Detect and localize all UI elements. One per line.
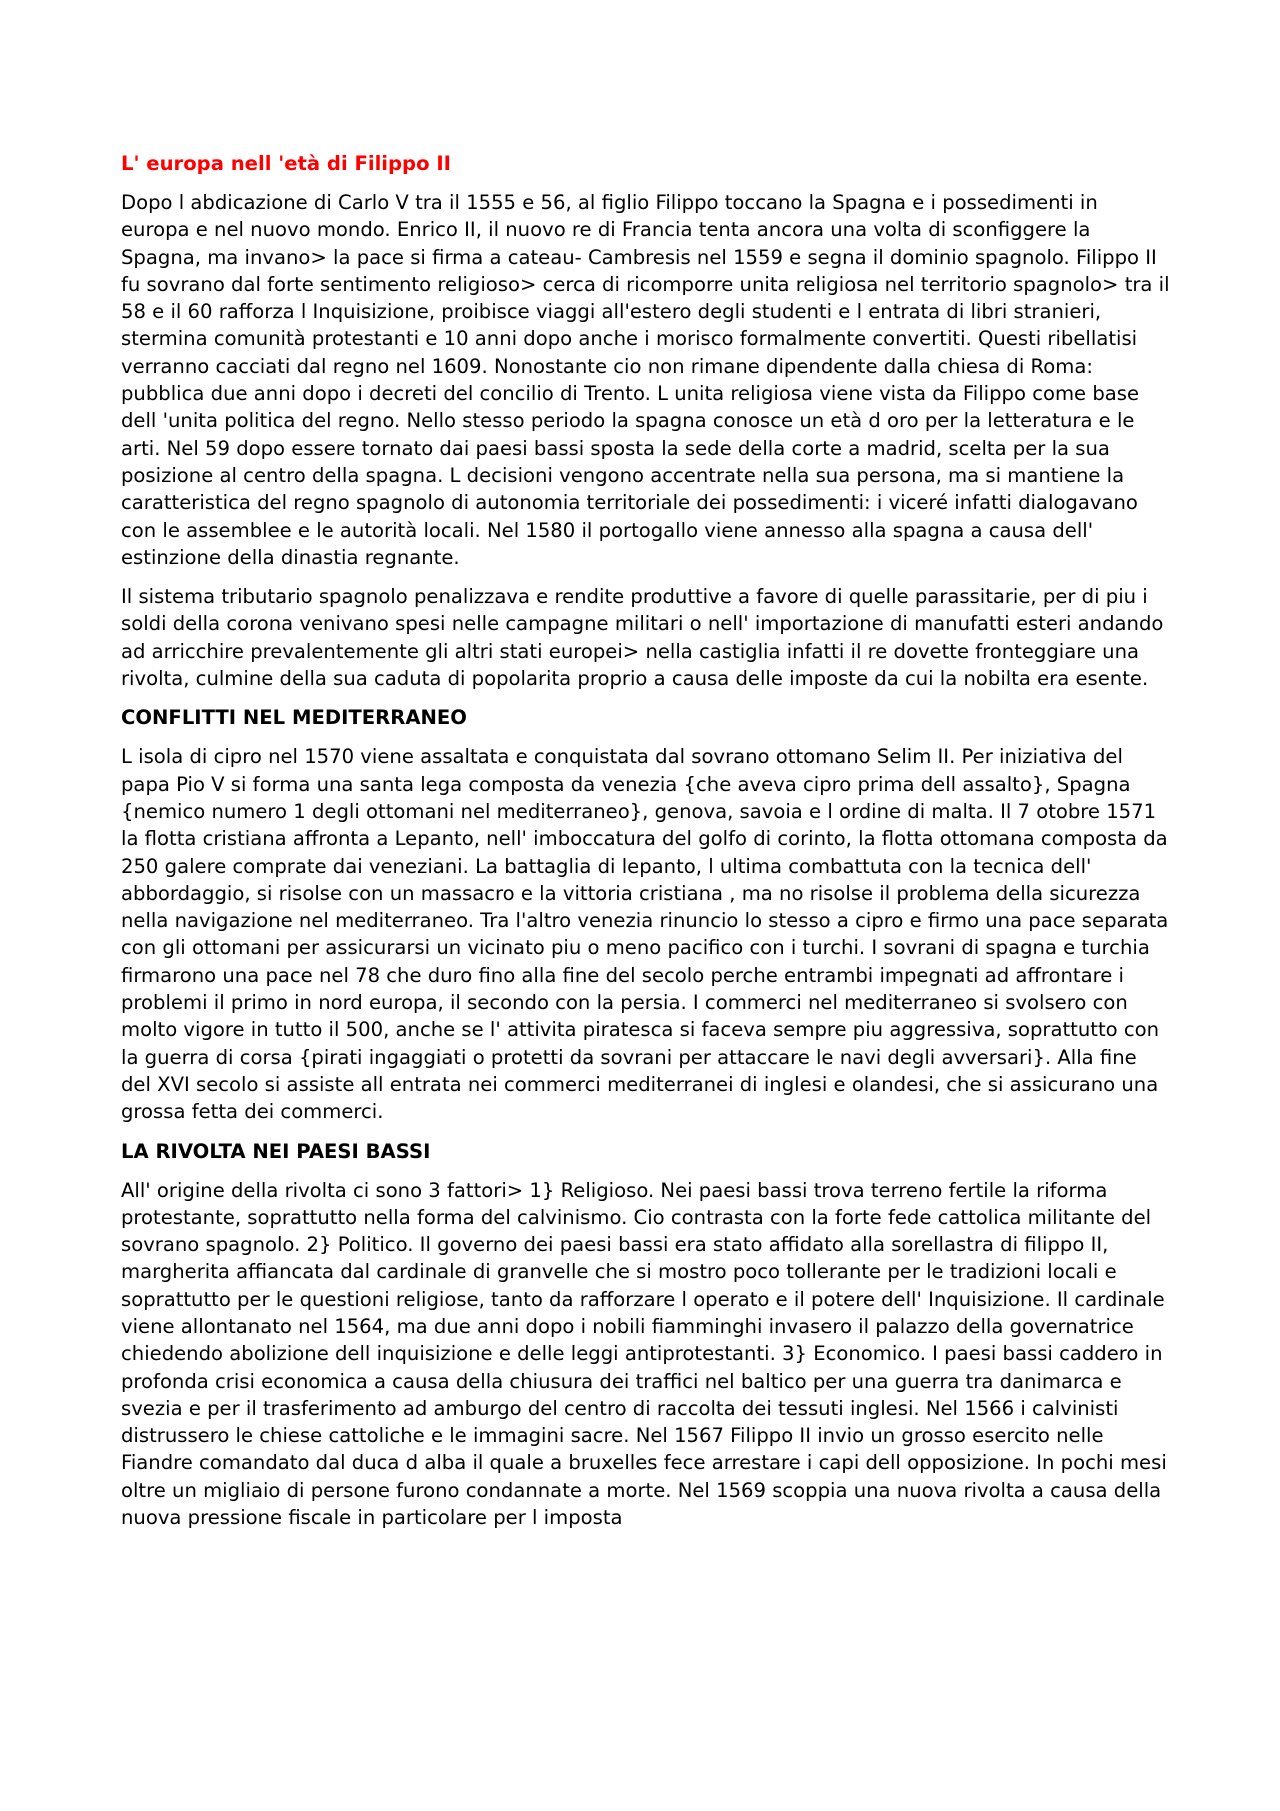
paragraph-rivolta: All' origine della rivolta ci sono 3 fattori> 1} Religioso. Nei paesi bassi trova terreno fertile la riforma protestante, soprattutto nella forma del calvinismo. Cio contrasta con la forte fede cattolica militante del sovrano spagnolo. 2} Politico. Il governo dei paesi bassi era stato affidato alla sorellastra di filippo II, margherita affiancata dal cardinale di granvelle che si mostro poco tollerante per le tradizioni locali e soprattutto per le questioni religiose, tanto da rafforzare l operato e il potere dell' Inquisizione. Il cardinale viene allontanato nel 1564, ma due anni dopo i nobili fiamminghi invasero il palazzo della governatrice chiedendo abolizione dell inquisizione e delle leggi antiprotestanti. 3} Economico. I paesi bassi caddero in profonda crisi economica a causa della chiusura dei traffici nel baltico per una guerra tra danimarca e svezia e per il trasferimento ad amburgo del centro di raccolta dei tessuti inglesi. Nel 1566 i calvinisti distrussero le chiese cattoliche e le immagini sacre. Nel 1567 Filippo II invio un grosso esercito nelle Fiandre comandato dal duca d alba il quale a bruxelles fece arrestare i capi dell opposizione. In pochi mesi oltre un migliaio di persone furono condannate a morte. Nel 1569 scoppia una nuova rivolta a causa della nuova pressione fiscale in particolare per l imposta	[121, 1178, 1167, 1530]
paragraph-abdicazione: Dopo l abdicazione di Carlo V tra il 1555 e 56, al figlio Filippo toccano la Spagna e i possedimenti in europa e nel nuovo mondo. Enrico II, il nuovo re di Francia tenta ancora una volta di sconfiggere la Spagna, ma invano> la pace si firma a cateau- Cambresis nel 1559 e segna il dominio spagnolo. Filippo II fu sovrano dal forte sentimento religioso> cerca di ricomporre unita religiosa nel territorio spagnolo> tra il 58 e il 60 rafforza l Inquisizione, proibisce viaggi all'estero degli studenti e l entrata di libri stranieri, stermina comunità protestanti e 10 anni dopo anche i morisco formalmente convertiti. Questi ribellatisi verranno cacciati dal regno nel 1609. Nonostante cio non rimane dipendente dalla chiesa di Roma: pubblica due anni dopo i decreti del concilio di Trento. L unita religiosa viene vista da Filippo come base dell 'unita politica del regno. Nello stesso periodo la spagna conosce un età d oro per la letteratura e le arti. Nel 59 dopo essere tornato dai paesi bassi sposta la sede della corte a madrid, scelta per la sua posizione al centro della spagna. L decisioni vengono accentrate nella sua persona, ma si mantiene la caratteristica del regno spagnolo di autonomia territoriale dei possedimenti: i viceré infatti dialogavano con le assemblee e le autorità locali. Nel 1580 il portogallo viene annesso alla spagna a causa dell' estinzione della dinastia regnante.	[121, 191, 1170, 569]
section-heading-conflitti: CONFLITTI NEL MEDITERRANEO	[121, 706, 467, 730]
document-page	[121, 150, 1171, 1543]
paragraph-sistema-tributario: Il sistema tributario spagnolo penalizzava e rendite produttive a favore di quelle parassitarie, per di piu i soldi della corona venivano spesi nelle campagne militari o nell' importazione di manufatti esteri andando ad arricchire prevalentemente gli altri stati europei> nella castiglia infatti il re dovette fronteggiare una rivolta, culmine della sua caduta di popolarita proprio a causa delle imposte da cui la nobilta era esente.	[121, 585, 1164, 691]
document-title: L' europa nell 'età di Filippo II	[121, 152, 451, 175]
section-heading-rivolta: LA RIVOLTA NEI PAESI BASSI	[121, 1139, 431, 1163]
paragraph-conflitti: L isola di cipro nel 1570 viene assaltata e conquistata dal sovrano ottomano Selim II. Per iniziativa del papa Pio V si forma una santa lega composta da venezia {che aveva cipro prima dell assalto}, Spagna {nemico numero 1 degli ottomani nel mediterraneo}, genova, savoia e l ordine di malta. Il 7 otobre 1571 la flotta cristiana affronta a Lepanto, nell' imboccatura del golfo di corinto, la flotta ottomana composta da 250 galere comprate dai veneziani. La battaglia di lepanto, l ultima combattuta con la tecnica dell' abbordaggio, si risolse con un massacro e la vittoria cristiana , ma no risolse il problema della sicurezza nella navigazione nel mediterraneo. Tra l'altro venezia rinuncio lo stesso a cipro e firmo una pace separata con gli ottomani per assicurarsi un vicinato piu o meno pacifico con i turchi. I sovrani di spagna e turchia firmarono una pace nel 78 che duro fino alla fine del secolo perche entrambi impegnati ad affrontare i problemi il primo in nord europa, il secondo con la persia. I commerci nel mediterraneo si svolsero con molto vigore in tutto il 500, anche se l' attivita piratesca si faceva sempre piu aggressiva, soprattutto con la guerra di corsa {pirati ingaggiati o protetti da sovrani per attaccare le navi degli avversari}. Alla fine del XVI secolo si assiste all entrata nei commerci mediterranei di inglesi e olandesi, che si assicurano una grossa fetta dei commerci.	[121, 745, 1169, 1124]
